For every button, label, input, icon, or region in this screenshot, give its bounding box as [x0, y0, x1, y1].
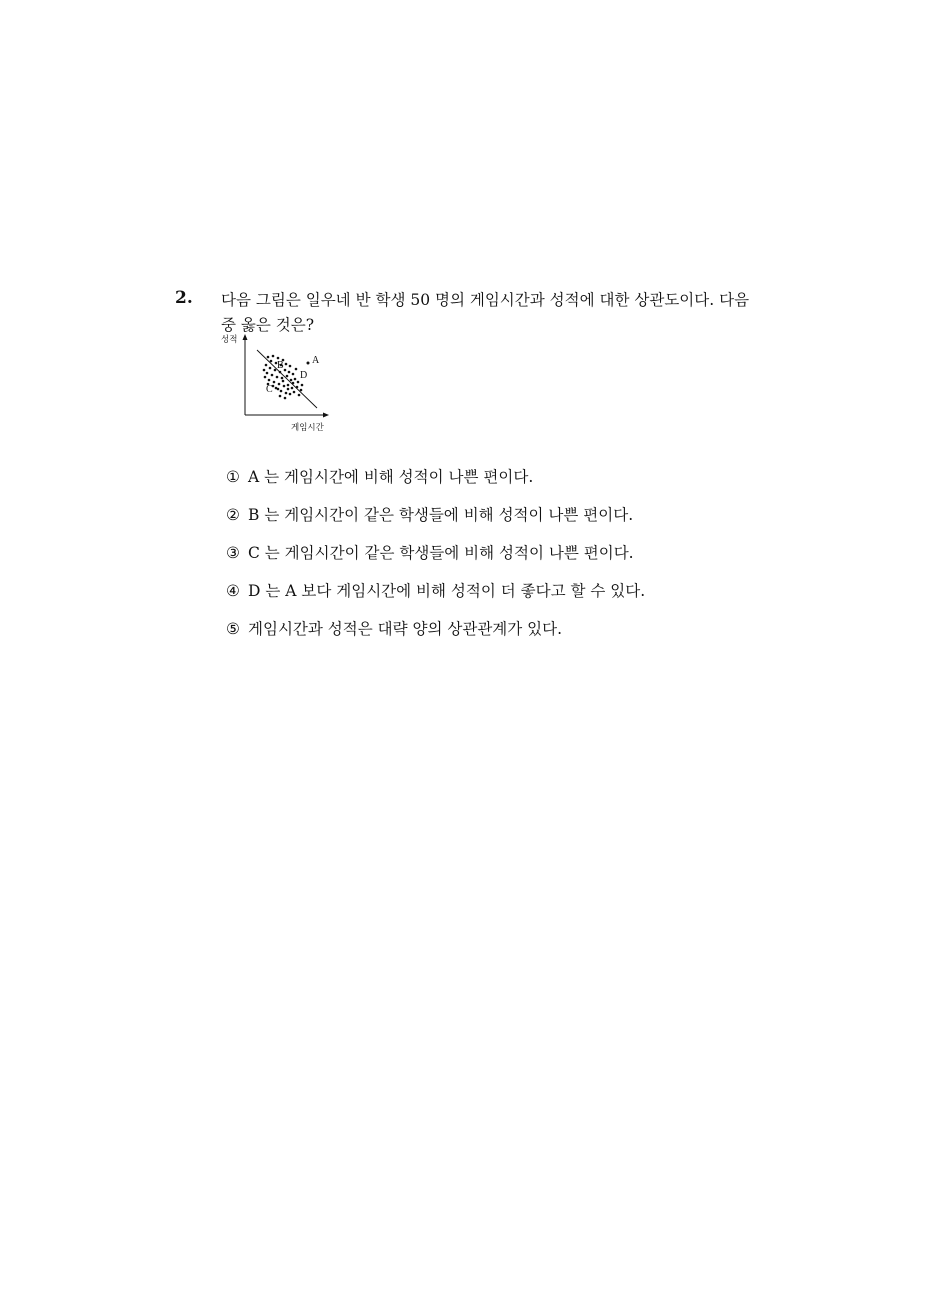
scatter-dot: [288, 371, 291, 374]
scatter-plot: [218, 330, 343, 438]
scatter-dot: [286, 375, 289, 378]
option-3-text: C 는 게임시간이 같은 학생들에 비해 성적이 나쁜 편이다.: [248, 544, 634, 562]
point-a-label: A: [312, 355, 320, 366]
scatter-dot: [273, 381, 276, 384]
scatter-dot: [267, 356, 270, 359]
x-axis-arrow: [323, 413, 329, 418]
scatter-dot: [291, 387, 294, 390]
scatter-dot: [289, 365, 292, 368]
option-5-text: 게임시간과 성적은 대략 양의 상관관계가 있다.: [248, 620, 563, 638]
scatter-dot: [263, 369, 266, 372]
scatter-dot: [294, 378, 297, 381]
scatter-dot: [298, 394, 301, 397]
option-2-mark: ②: [226, 506, 240, 524]
option-4-mark: ④: [226, 582, 240, 600]
option-4[interactable]: [226, 579, 645, 604]
scatter-dot: [270, 360, 273, 363]
scatter-dot: [276, 376, 279, 379]
scatter-dot: [300, 389, 303, 392]
point-a: [307, 362, 310, 365]
scatter-dot: [292, 382, 295, 385]
question-text-line-2: 중 옳은 것은?: [221, 316, 315, 334]
scatter-dot: [285, 363, 288, 366]
option-1-text: A 는 게임시간에 비해 성적이 나쁜 편이다.: [248, 468, 534, 486]
scatter-dot: [281, 377, 284, 380]
scatter-dot: [297, 381, 300, 384]
scatter-dot: [296, 386, 299, 389]
option-5[interactable]: [226, 617, 645, 642]
y-axis-arrow: [243, 334, 248, 340]
scatter-dot: [280, 390, 283, 393]
scatter-dot: [269, 367, 272, 370]
scatter-dot: [265, 364, 268, 367]
option-5-mark: ⑤: [226, 620, 240, 638]
point-d-label: D: [300, 370, 308, 381]
option-3-mark: ③: [226, 544, 240, 562]
y-axis-label: 성적: [221, 335, 238, 345]
option-1[interactable]: [226, 465, 645, 490]
scatter-dot: [277, 388, 280, 391]
scatter-dot: [271, 374, 274, 377]
scatter-dot: [301, 384, 304, 387]
scatter-dot: [277, 357, 280, 360]
option-1-mark: ①: [226, 468, 240, 486]
scatter-dot: [285, 392, 288, 395]
question-number: 2.: [175, 288, 193, 308]
option-3[interactable]: [226, 541, 645, 566]
correlation-figure: [218, 330, 343, 438]
scatter-dot: [293, 391, 296, 394]
question-text-line-1: 다음 그림은 일우네 반 학생 50 명의 게임시간과 성적에 대한 상관도이다. 다음: [221, 291, 750, 309]
x-axis-label: 게임시간: [291, 423, 324, 433]
answer-options: [226, 465, 645, 655]
scatter-dot: [287, 384, 290, 387]
scatter-dot: [284, 369, 287, 372]
point-b-label: B: [277, 360, 284, 371]
scatter-dot: [274, 369, 277, 372]
point-c-label: C: [266, 384, 273, 395]
scatter-dot: [264, 376, 267, 379]
scatter-dot: [295, 368, 298, 371]
scatter-dot: [266, 372, 269, 375]
scatter-dot: [283, 385, 286, 388]
scatter-dot: [268, 379, 271, 382]
scatter-dot: [279, 395, 282, 398]
scatter-dot: [292, 373, 295, 376]
option-4-text: D 는 A 보다 게임시간에 비해 성적이 더 좋다고 할 수 있다.: [248, 582, 646, 600]
scatter-dot: [279, 371, 282, 374]
option-2-text: B 는 게임시간이 같은 학생들에 비해 성적이 나쁜 편이다.: [248, 506, 634, 524]
trend-line: [257, 350, 317, 408]
scatter-dot: [287, 388, 290, 391]
scatter-dot: [272, 355, 275, 358]
scatter-dot: [278, 383, 281, 386]
scatter-dot: [289, 393, 292, 396]
scatter-dot: [282, 380, 285, 383]
scatter-dot: [290, 379, 293, 382]
scatter-dot: [284, 397, 287, 400]
option-2[interactable]: [226, 503, 645, 528]
